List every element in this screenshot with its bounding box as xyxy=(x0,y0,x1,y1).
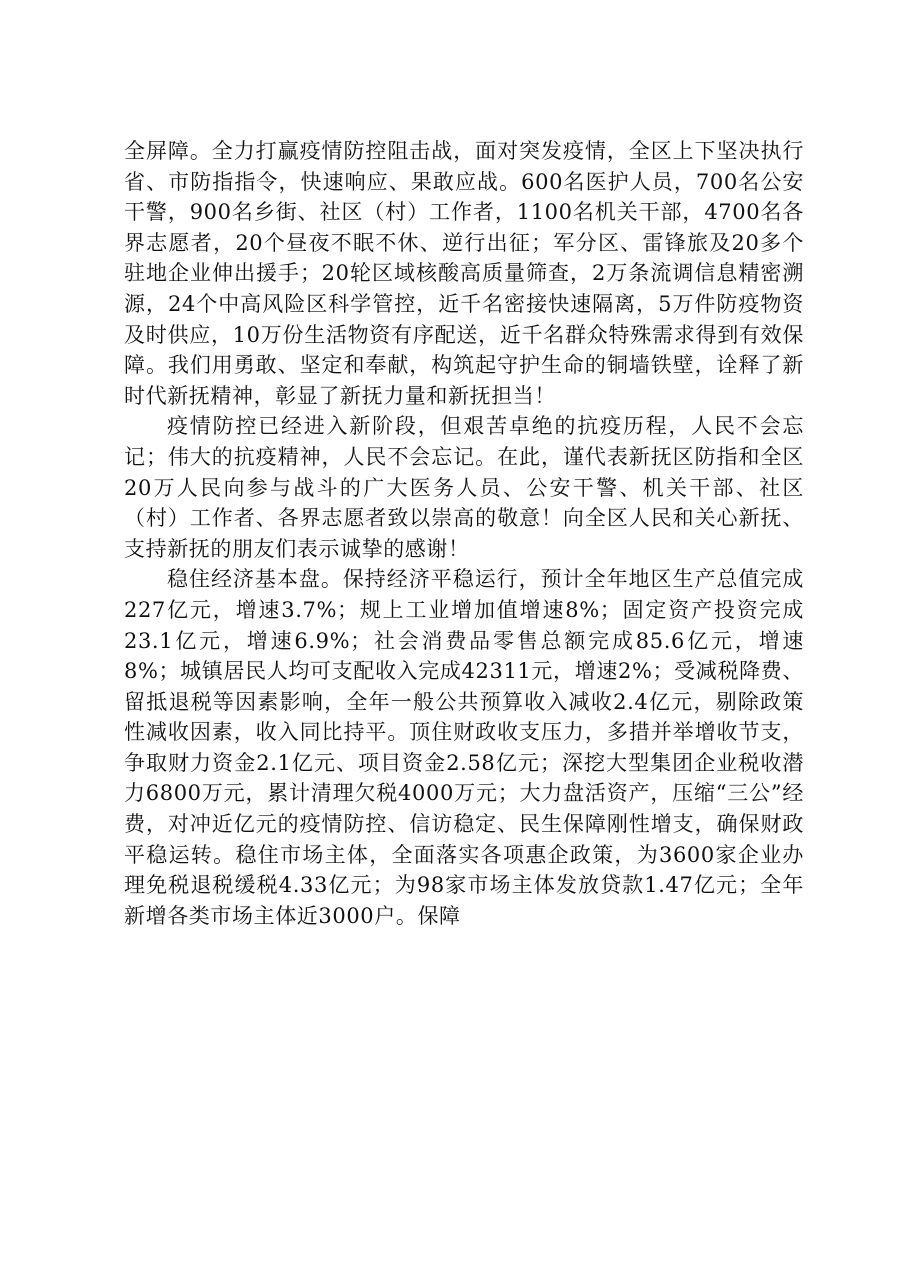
paragraph-economy: 稳住经济基本盘。保持经济平稳运行，预计全年地区生产总值完成227亿元，增速3.7%；规上工业增加值增速8%；固定资产投资完成23.1亿元，增速6.9%；社会消费品零售总额完成85.6亿元，增速8%；城镇居民人均可支配收入完成42311元，增速2%；受减税降费、留抵退税等因素影响，全年一般公共预算收入减收2.4亿元，剔除政策性减收因素，收入同比持平。顶住财政收支压力，多措并举增收节支，争取财力资金2.1亿元、项目资金2.58亿元；深挖大型集团企业税收潜力6800万元，累计清理欠税4000万元；大力盘活资产，压缩“三公”经费，对冲近亿元的疫情防控、信访稳定、民生保障刚性增支，确保财政平稳运转。稳住市场主体，全面落实各项惠企政策，为3600家企业办理免税退税缓税4.33亿元；为98家市场主体发放贷款1.47亿元；全年新增各类市场主体近3000户。保障 xyxy=(124,567,804,928)
paragraph-epidemic-response: 全屏障。全力打赢疫情防控阻击战，面对突发疫情，全区上下坚决执行省、市防指指令，快速响应、果敢应战。600名医护人员，700名公安干警，900名乡街、社区（村）工作者，1100名机关干部，4700名各界志愿者，20个昼夜不眠不休、逆行出征；军分区、雷锋旅及20多个驻地企业伸出援手；20轮区域核酸高质量筛查，2万条流调信息精密溯源，24个中高风险区科学管控，近千名密接快速隔离，5万件防疫物资及时供应，10万份生活物资有序配送，近千名群众特殊需求得到有效保障。我们用勇敢、坚定和奉献，构筑起守护生命的铜墙铁壁，诠释了新时代新抚精神，彰显了新抚力量和新抚担当！ xyxy=(124,139,804,408)
document-body xyxy=(124,136,804,931)
paragraph-gratitude: 疫情防控已经进入新阶段，但艰苦卓绝的抗疫历程，人民不会忘记；伟大的抗疫精神，人民不会忘记。在此，谨代表新抚区防指和全区20万人民向参与战斗的广大医务人员、公安干警、机关干部、社区（村）工作者、各界志愿者致以崇高的敬意！向全区人民和关心新抚、支持新抚的朋友们表示诚挚的感谢！ xyxy=(124,414,804,561)
